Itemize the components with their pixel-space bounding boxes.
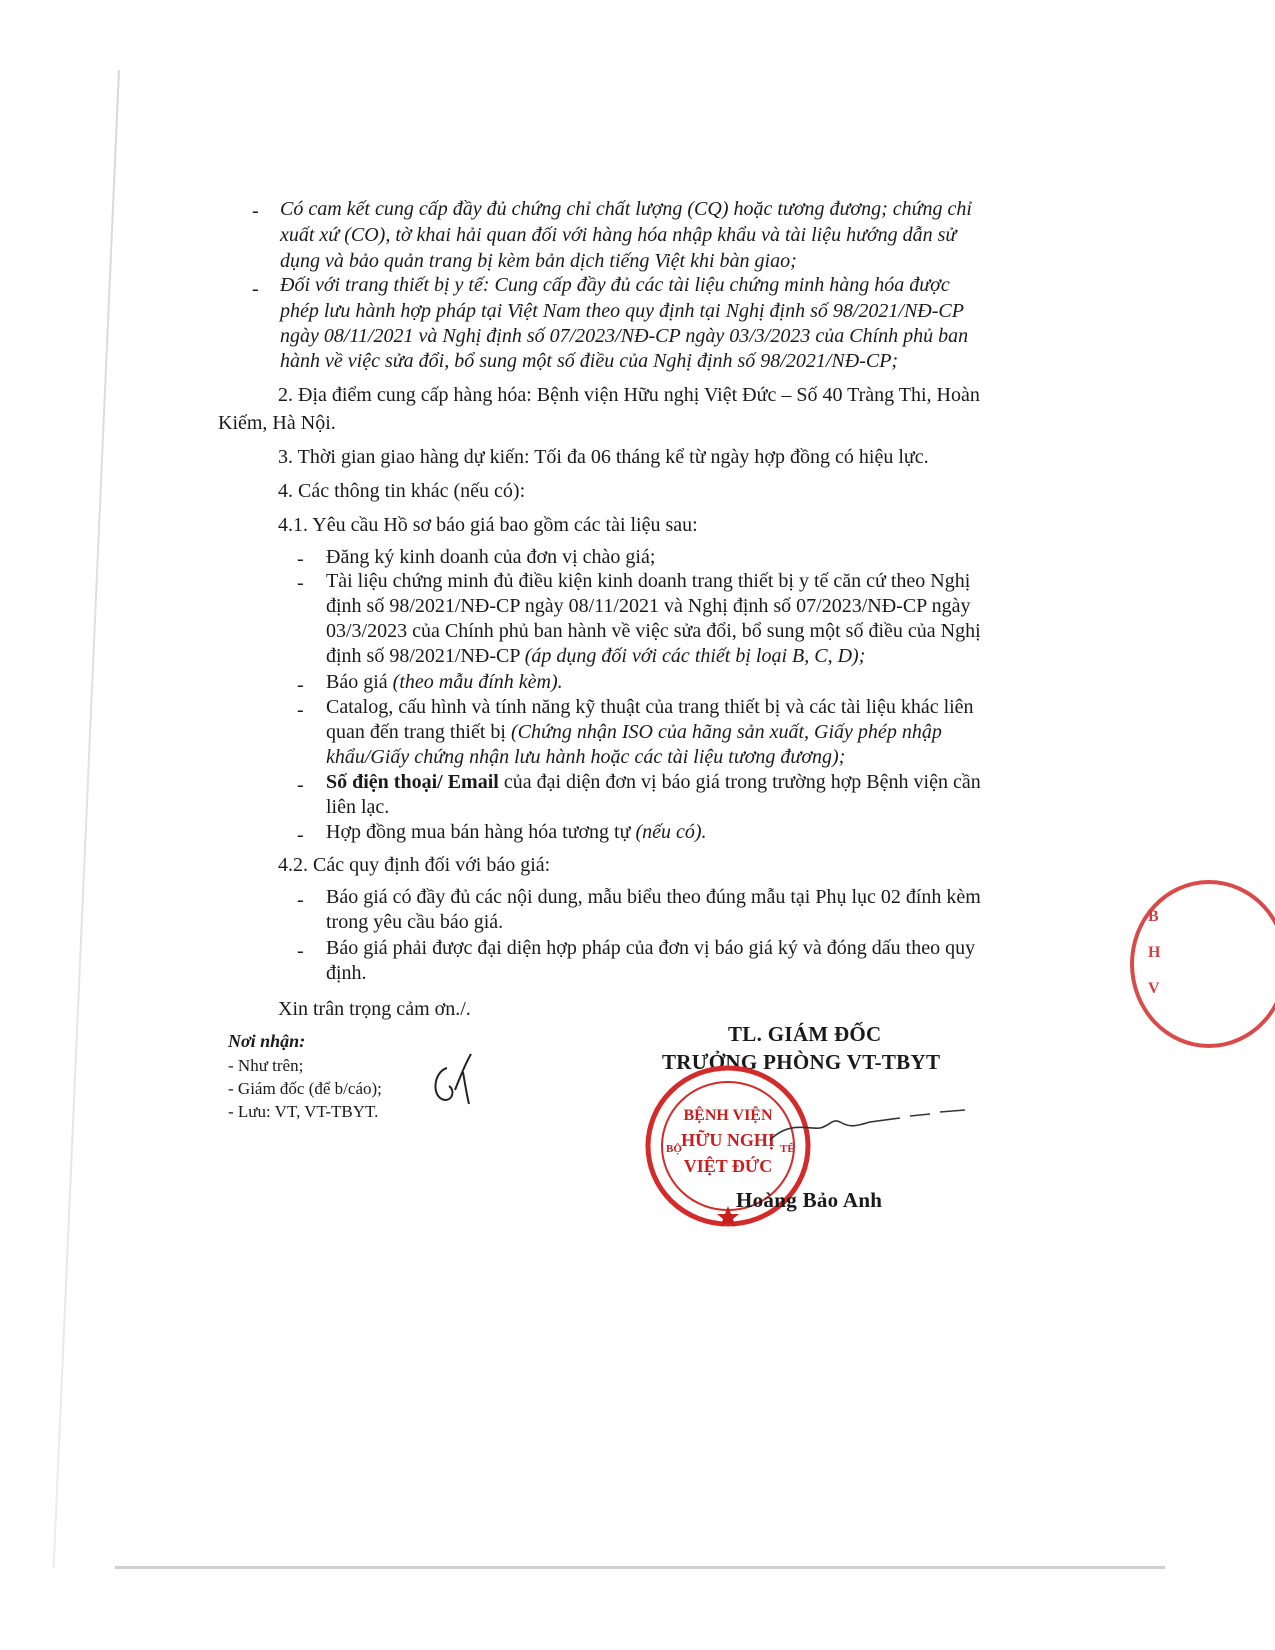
bullet-dash: -: [297, 674, 304, 696]
text-line: Kiếm, Hà Nội.: [218, 412, 336, 434]
text-line: 3. Thời gian giao hàng dự kiến: Tối đa 06 tháng kể từ ngày hợp đồng có hiệu lực.: [278, 446, 929, 468]
text-line: phép lưu hành hợp pháp tại Việt Nam theo quy định tại Nghị định số 98/2021/NĐ-CP: [280, 300, 964, 322]
stamp-text: TẾ: [780, 1143, 795, 1155]
text-line: 03/3/2023 của Chính phủ ban hành về việc sửa đổi, bổ sung một số điều của Nghị: [326, 620, 981, 642]
text-line: Đối với trang thiết bị y tế: Cung cấp đầy đủ các tài liệu chứng minh hàng hóa được: [280, 274, 950, 296]
bullet-dash: -: [297, 572, 304, 594]
text-line: khẩu/Giấy chứng nhận lưu hành hoặc các tài liệu tương đương);: [326, 746, 846, 768]
text-span: quan đến trang thiết bị: [326, 721, 511, 743]
signature-title: TL. GIÁM ĐỐC: [728, 1022, 882, 1046]
partial-stamp: [1130, 880, 1275, 1048]
text-span: của đại diện đơn vị báo giá trong trường hợp Bệnh viện cần: [498, 771, 981, 793]
text-span: Hợp đồng mua bán hàng hóa tương tự: [326, 821, 636, 843]
initials-signature: [425, 1050, 485, 1110]
stamp-text: H: [1148, 944, 1161, 961]
stamp-text: BỆNH VIỆN: [683, 1107, 773, 1124]
signer-name: Hoàng Bảo Anh: [736, 1188, 883, 1212]
bullet-dash: -: [297, 940, 304, 962]
text-line: dụng và bảo quản trang bị kèm bản dịch tiếng Việt khi bàn giao;: [280, 250, 797, 272]
text-line: [326, 643, 865, 669]
text-line: Catalog, cấu hình và tính năng kỹ thuật của trang thiết bị và các tài liệu khác liên: [326, 696, 974, 718]
text-span: Báo giá: [326, 671, 393, 693]
text-line: Báo giá phải được đại diện hợp pháp của đơn vị báo giá ký và đóng dấu theo quy: [326, 937, 976, 959]
text-line: hành về việc sửa đổi, bổ sung một số điều của Nghị định số 98/2021/NĐ-CP;: [280, 350, 899, 372]
recipients-title: Nơi nhận:: [228, 1031, 306, 1051]
text-line: 4.2. Các quy định đối với báo giá:: [278, 854, 551, 876]
recipient-item: - Như trên;: [228, 1056, 304, 1075]
text-line: ngày 08/11/2021 và Nghị định số 07/2023/NĐ-CP ngày 03/3/2023 của Chính phủ ban: [280, 325, 969, 347]
handwritten-signature: [760, 1100, 970, 1160]
text-line: định.: [326, 962, 367, 984]
text-line: [326, 669, 563, 695]
text-span: (áp dụng đối với các thiết bị loại B, C, D);: [524, 645, 866, 667]
bullet-dash: -: [297, 774, 304, 796]
text-line: xuất xứ (CO), tờ khai hải quan đối với hàng hóa nhập khẩu và tài liệu hướng dẫn sử: [280, 224, 957, 246]
text-line: Tài liệu chứng minh đủ điều kiện kinh doanh trang thiết bị y tế căn cứ theo Nghị: [326, 570, 971, 592]
text-line: [326, 819, 707, 845]
bullet-dash: -: [252, 200, 259, 222]
bullet-dash: -: [297, 699, 304, 721]
text-line: Đăng ký kinh doanh của đơn vị chào giá;: [326, 546, 656, 568]
text-line: [326, 719, 942, 745]
text-line: 4.1. Yêu cầu Hồ sơ báo giá bao gồm các tài liệu sau:: [278, 514, 698, 536]
stamp-text: VIỆT ĐỨC: [683, 1156, 773, 1176]
text-line: liên lạc.: [326, 796, 390, 818]
closing-text: Xin trân trọng cảm ơn./.: [278, 998, 471, 1020]
recipient-item: - Giám đốc (để b/cáo);: [228, 1079, 382, 1098]
text-span: Số điện thoại/ Email: [326, 771, 499, 793]
text-span: (Chứng nhận ISO của hãng sản xuất, Giấy phép nhập: [510, 721, 942, 743]
text-line: 4. Các thông tin khác (nếu có):: [278, 480, 526, 502]
bullet-dash: -: [297, 548, 304, 570]
stamp-text: B: [1148, 908, 1159, 925]
text-line: trong yêu cầu báo giá.: [326, 911, 504, 933]
bullet-dash: -: [297, 824, 304, 846]
text-span: (nếu có).: [635, 821, 707, 843]
text-line: Có cam kết cung cấp đầy đủ chứng chỉ chất lượng (CQ) hoặc tương đương; chứng chỉ: [280, 198, 972, 220]
stamp-text: HỮU NGHỊ: [681, 1130, 775, 1150]
stamp-text: BỘ: [666, 1143, 682, 1155]
signature-subtitle: TRƯỞNG PHÒNG VT-TBYT: [662, 1050, 941, 1074]
stamp-text: V: [1148, 980, 1160, 997]
bullet-dash: -: [297, 889, 304, 911]
text-line: 2. Địa điểm cung cấp hàng hóa: Bệnh viện Hữu nghị Việt Đức – Số 40 Tràng Thi, Hoàn: [278, 384, 980, 406]
recipient-item: - Lưu: VT, VT-TBYT.: [228, 1102, 379, 1121]
text-line: Báo giá có đầy đủ các nội dung, mẫu biểu theo đúng mẫu tại Phụ lục 02 đính kèm: [326, 886, 981, 908]
text-line: định số 98/2021/NĐ-CP ngày 08/11/2021 và Nghị định số 07/2023/NĐ-CP ngày: [326, 595, 971, 617]
text-span: (theo mẫu đính kèm).: [392, 671, 563, 693]
text-line: [326, 769, 981, 795]
bullet-dash: -: [252, 278, 259, 300]
text-span: định số 98/2021/NĐ-CP: [326, 645, 525, 667]
